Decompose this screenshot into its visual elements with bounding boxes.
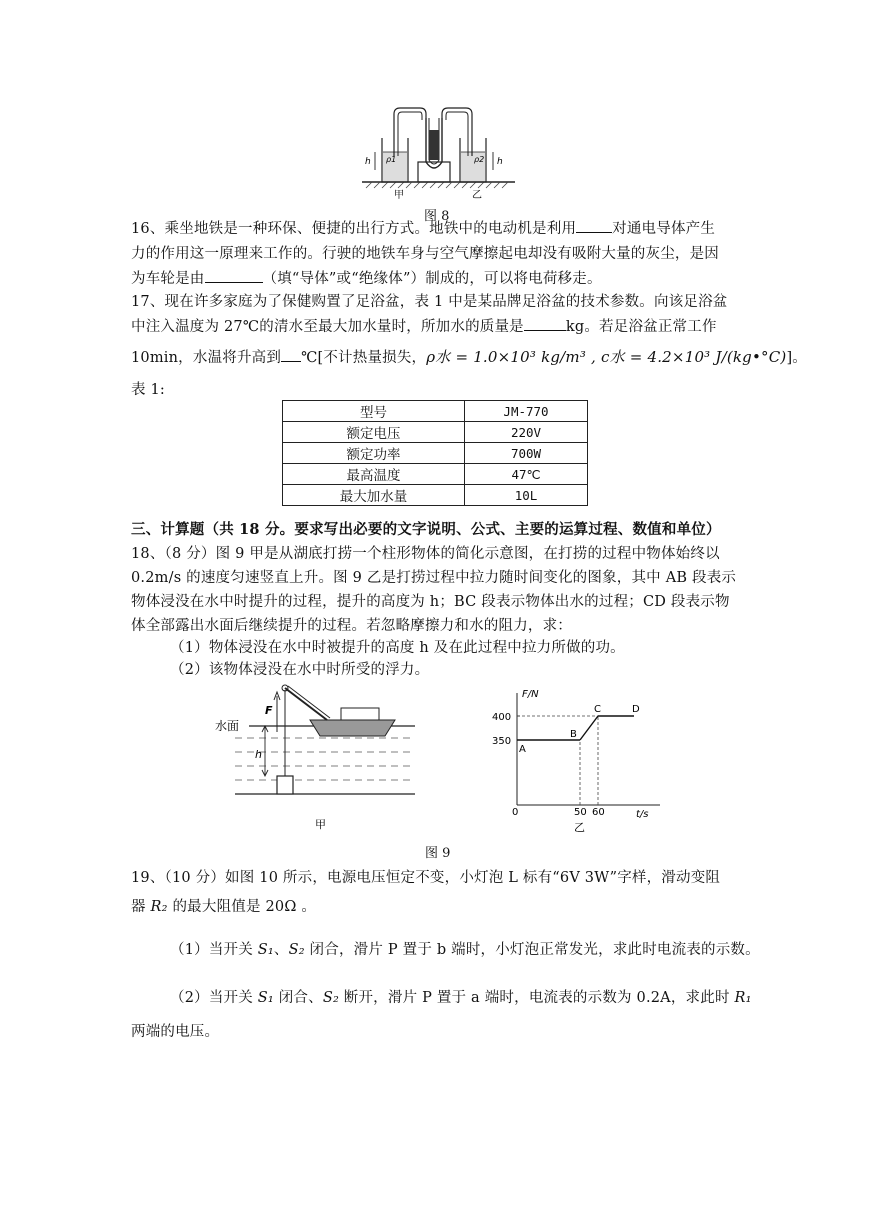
q16-line-1 (131, 218, 715, 239)
chart-point-label: C (594, 704, 601, 715)
q19-line-2 (131, 897, 316, 917)
q18-line-4: 体全部露出水面后继续提升的过程。若忽略摩擦力和水的阻力，求： (131, 618, 572, 634)
table-cell: 最高温度 (283, 464, 465, 485)
table-cell: JM-770 (465, 401, 588, 422)
figure-9-yi-chart (490, 685, 670, 835)
table-cell: 最大加水量 (283, 485, 465, 506)
q18-sub-2: （2）该物体浸没在水中时所受的浮力。 (170, 662, 430, 678)
fig8-label-yi: 乙 (472, 190, 482, 200)
figure-9-jia-diagram (215, 682, 415, 832)
q19-sub2-a: （2）当开关 (170, 990, 258, 1006)
chart-x-tick-label: 50 (574, 807, 587, 818)
q16-text-d: （填“导体”或“绝缘体”）制成的，可以将电荷移走。 (262, 271, 602, 287)
table-row (283, 485, 588, 506)
q19-sub-1 (170, 940, 760, 960)
table-row (283, 443, 588, 464)
fig9-jia-label: 甲 (315, 818, 326, 831)
q19-text-b: 的最大阻值是 20Ω 。 (167, 899, 317, 915)
table-cell: 10L (465, 485, 588, 506)
q18-line-2: 0.2m/s 的速度匀速竖直上升。图 9 乙是打捞过程中拉力随时间变化的图象，其中 AB 段表示 (131, 570, 737, 586)
q19-var-s2: S₂ (288, 942, 305, 958)
fig8-h-right: h (497, 157, 503, 167)
q16-text-a: 16、乘坐地铁是一种环保、便捷的出行方式。地铁中的电动机是利用 (131, 221, 577, 237)
q16-text-c: 为车轮是由 (131, 271, 205, 287)
q17-text-c: 10min，水温将升高到 (131, 350, 282, 366)
fig9-water-label: 水面 (215, 719, 240, 733)
fig8-rho1: ρ1 (386, 155, 397, 164)
figure-8-diagram (360, 100, 520, 200)
q18-line-3: 物体浸没在水中时提升的过程，提升的高度为 h；BC 段表示物体出水的过程；CD 段表示物 (131, 594, 730, 610)
table-cell: 额定电压 (283, 422, 465, 443)
chart-y-tick-label: 400 (492, 712, 512, 723)
q17-blank-2[interactable] (281, 347, 301, 362)
q16-line-3 (131, 268, 602, 289)
table-cell: 额定功率 (283, 443, 465, 464)
figure-9-caption: 图 9 (425, 846, 451, 861)
q17-text-d: ℃[不计热量损失， (301, 350, 427, 366)
fig9-force-label: F (265, 704, 273, 717)
q17-line-3 (131, 347, 807, 368)
q19-var-s1-b: S₁ (257, 990, 274, 1006)
figure-8-caption: 图 8 (424, 209, 450, 224)
q17-text-a: 中注入温度为 27℃的清水至最大加水量时，所加水的质量是 (131, 319, 524, 335)
q17-text-end: ]。 (786, 350, 808, 366)
q16-blank-1[interactable] (576, 218, 612, 233)
table-row (283, 422, 588, 443)
q19-sub-2-end: 两端的电压。 (131, 1024, 220, 1040)
q18-line-1: 18、（8 分）图 9 甲是从湖底打捞一个柱形物体的简化示意图，在打捞的过程中物体始终以 (131, 546, 720, 562)
q17-blank-1[interactable] (524, 316, 566, 331)
q19-sub2-c: 断开，滑片 P 置于 a 端时，电流表的示数为 0.2A，求此时 (338, 990, 735, 1006)
chart-y-tick-label: 350 (492, 736, 512, 747)
q17-line-2 (131, 316, 717, 337)
fig8-rho2: ρ2 (474, 155, 485, 164)
q19-sub2-b: 闭合、 (273, 990, 323, 1006)
table-cell: 47℃ (465, 464, 588, 485)
q19-sub1-b: 闭合，滑片 P 置于 b 端时，小灯泡正常发光，求此时电流表的示数。 (304, 942, 760, 958)
q16-blank-2[interactable] (205, 268, 263, 283)
fig8-h-left: h (365, 157, 371, 167)
q19-sub-2 (170, 988, 752, 1008)
chart-series-segment (580, 716, 598, 740)
q18-sub-1: （1）物体浸没在水中时被提升的高度 h 及在此过程中拉力所做的功。 (170, 640, 625, 656)
chart-point-label: D (632, 704, 640, 715)
q16-text-b: 对通电导体产生 (612, 221, 716, 237)
chart-x-tick-label: 60 (592, 807, 605, 818)
chart-origin-label: 0 (512, 807, 519, 818)
q19-text-a: 器 (131, 899, 151, 915)
q17-line-1: 17、现在许多家庭为了保健购置了足浴盆，表 1 中是某品牌足浴盆的技术参数。向该足浴盆 (131, 294, 728, 310)
table-row (283, 464, 588, 485)
chart-ylabel: F/N (522, 689, 539, 700)
q17-formula: ρ水 = 1.0×10³ kg/m³ , c水 = 4.2×10³ J/(kg•°C) (426, 348, 787, 366)
section-3-heading: 三、计算题（共 18 分。要求写出必要的文字说明、公式、主要的运算过程、数值和单位） (131, 521, 721, 538)
chart-yi-label: 乙 (574, 821, 585, 834)
chart-point-label: A (519, 744, 526, 755)
table-row (283, 401, 588, 422)
q19-line-1: 19、（10 分）如图 10 所示，电源电压恒定不变，小灯泡 L 标有“6V 3W”字样，滑动变阻 (131, 870, 721, 886)
q19-var-s1: S₁ (257, 942, 274, 958)
table-1 (282, 400, 588, 506)
table-cell: 700W (465, 443, 588, 464)
q19-var-s2-b: S₂ (322, 990, 339, 1006)
table-cell: 220V (465, 422, 588, 443)
q19-sub1-sep: 、 (273, 942, 289, 958)
q16-line-2: 力的作用这一原理来工作的。行驶的地铁车身与空气摩擦起电却没有吸附大量的灰尘，是因 (131, 246, 719, 262)
q19-var-r1: R₁ (734, 990, 752, 1006)
table-1-label: 表 1: (131, 382, 166, 398)
chart-point-label: B (570, 729, 577, 740)
fig8-label-jia: 甲 (394, 190, 404, 200)
q19-sub1-a: （1）当开关 (170, 942, 258, 958)
table-cell: 型号 (283, 401, 465, 422)
chart-xlabel: t/s (636, 809, 649, 820)
q17-text-b: kg。若足浴盆正常工作 (565, 319, 717, 335)
q19-var-r2: R₂ (150, 899, 168, 915)
fig9-height-label: h (255, 748, 262, 761)
